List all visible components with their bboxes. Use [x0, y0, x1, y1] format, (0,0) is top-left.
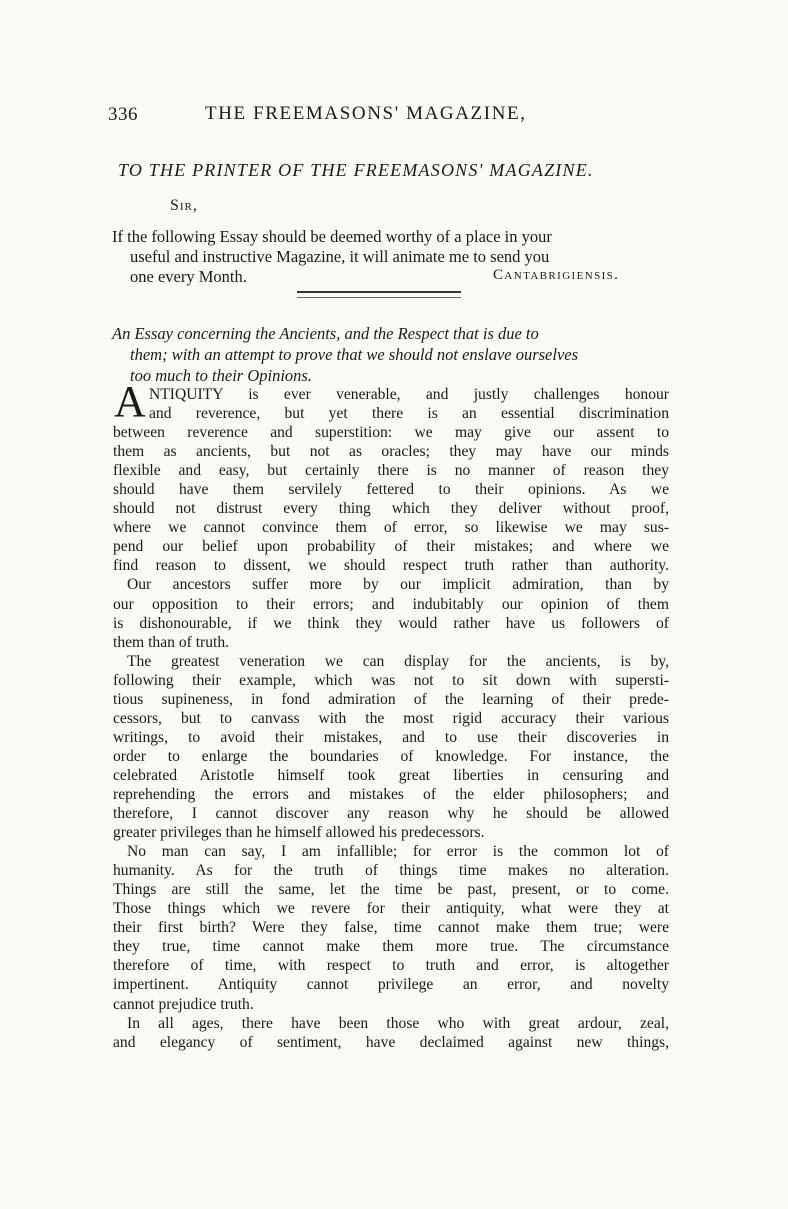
letter-line: one every Month. [130, 267, 247, 286]
essay-title [112, 323, 670, 386]
text-line: should not distrust every thing which they deliver without proof, [113, 500, 669, 518]
text-line: No man can say, I am infallible; for error is the common lot of [127, 843, 669, 861]
text-line: The greatest veneration we can display for the ancients, is by, [127, 652, 669, 670]
text-line: tious supineness, in fond admiration of the learning of their prede- [113, 690, 669, 708]
essay-body [113, 385, 669, 1052]
text-line: should have them servilely fettered to their opinions. As we [113, 481, 669, 499]
running-title: THE FREEMASONS' MAGAZINE, [205, 103, 527, 124]
text-line: they true, time cannot make them more true. The circumstance [113, 938, 669, 956]
text-line: order to enlarge the boundaries of knowledge. For instance, the [113, 747, 669, 765]
letter-line: If the following Essay should be deemed worthy of a place in your [112, 227, 552, 246]
text-line: cessors, but to canvass with the most rigid accuracy their various [113, 709, 669, 727]
drop-cap: A [114, 377, 146, 426]
text-line: impertinent. Antiquity cannot privilege an error, and novelty [113, 976, 669, 994]
text-line: our opposition to their errors; and indubitably our opinion of them [113, 595, 669, 613]
text-line: celebrated Aristotle himself took great liberties in censuring and [113, 766, 669, 784]
text-line: them than of truth. [113, 633, 230, 651]
text-line: is dishonourable, if we think they would rather have us followers of [113, 614, 669, 632]
letter-line: useful and instructive Magazine, it will animate me to send you [130, 247, 550, 266]
text-line: greater privileges than he himself allowed his predecessors. [113, 824, 485, 842]
title-line: them; with an attempt to prove that we should not enslave ourselves [130, 345, 579, 364]
text-line: therefore, I cannot discover any reason why he should be allowed [113, 805, 669, 823]
text-line: find reason to dissent, we should respect truth rather than authority. [113, 557, 669, 575]
text-line: reprehending the errors and mistakes of the elder philosophers; and [113, 785, 669, 803]
text-line: following their example, which was not to sit down with supersti- [113, 671, 669, 689]
text-line: NTIQUITY is ever venerable, and justly challenges honour [149, 386, 669, 403]
text-line: therefore of time, with respect to truth and error, is altogether [113, 957, 669, 975]
signature: Cantabrigiensis. [493, 267, 620, 283]
title-line: An Essay concerning the Ancients, and the Respect that is due to [112, 324, 539, 343]
text-line: flexible and easy, but certainly there is no manner of reason they [113, 462, 669, 480]
text-line: humanity. As for the truth of things time makes no alteration. [113, 862, 669, 880]
text-line: where we cannot convince them of error, so likewise we may sus- [113, 519, 669, 537]
title-line: too much to their Opinions. [130, 366, 312, 385]
text-line: In all ages, there have been those who with great ardour, zeal, [127, 1014, 669, 1032]
text-line: and elegancy of sentiment, have declaimed against new things, [113, 1033, 669, 1051]
text-line: and reverence, but yet there is an essential discrimination [149, 405, 669, 423]
text-line: their first birth? Were they false, time cannot make them true; were [113, 919, 669, 937]
letter-heading: TO THE PRINTER OF THE FREEMASONS' MAGAZINE. [118, 160, 594, 180]
text-line: between reverence and superstition: we may give our assent to [113, 424, 669, 442]
text-line: writings, to avoid their mistakes, and to use their discoveries in [113, 728, 669, 746]
text-line: them as ancients, but not as oracles; they may have our minds [113, 443, 669, 461]
text-line: pend our belief upon probability of their mistakes; and where we [113, 538, 669, 556]
page-number: 336 [108, 104, 138, 125]
text-line: Those things which we revere for their antiquity, what were they at [113, 900, 669, 918]
section-divider [297, 291, 461, 298]
text-line: Our ancestors suffer more by our implicit admiration, than by [127, 576, 669, 594]
salutation: Sir, [170, 197, 198, 214]
text-line: Things are still the same, let the time be past, present, or to come. [113, 881, 669, 899]
text-line: cannot prejudice truth. [113, 995, 254, 1013]
